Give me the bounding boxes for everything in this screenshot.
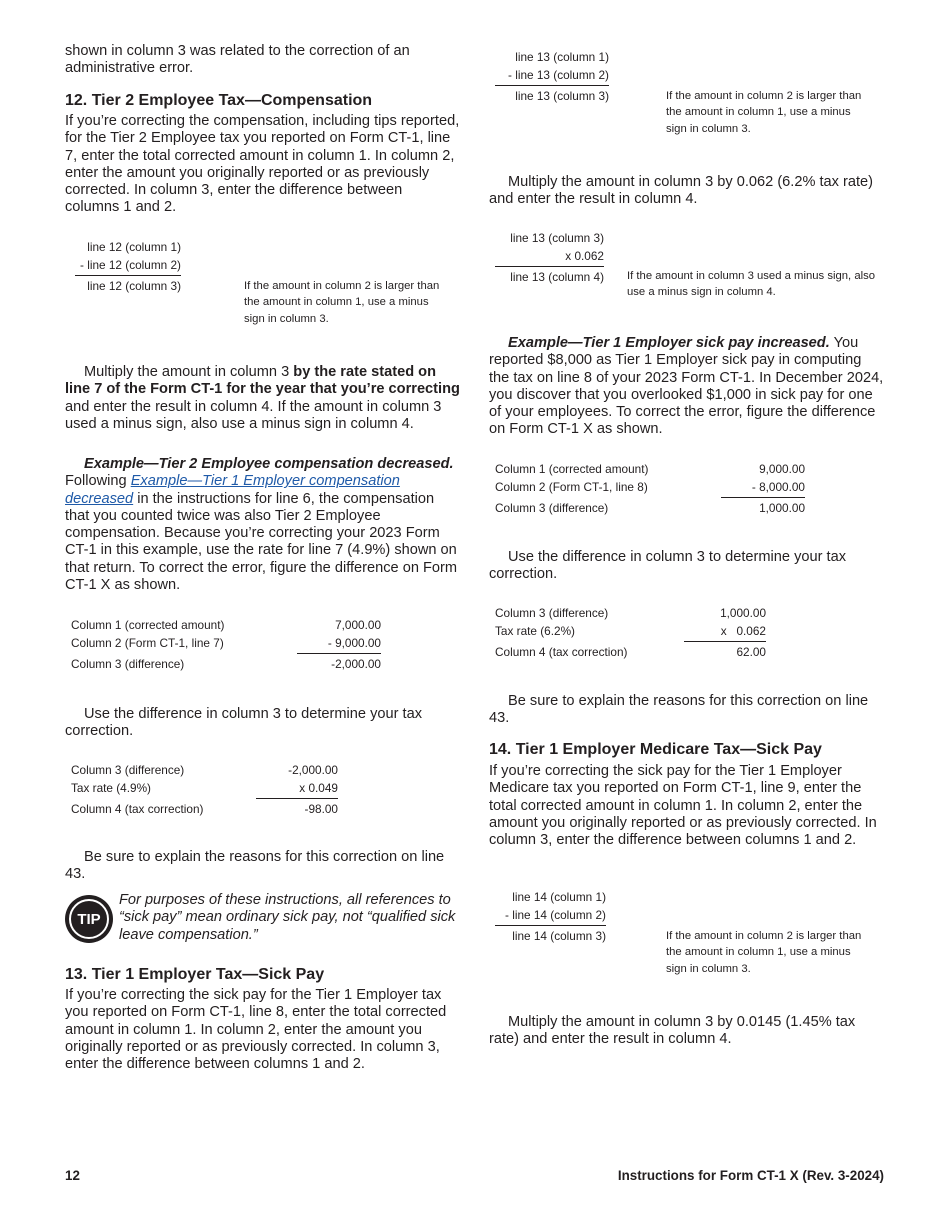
table-row: [495, 478, 805, 498]
example-12-following: Following: [65, 473, 131, 490]
calc-13-block: [495, 48, 609, 105]
section-12-multiply: [65, 364, 460, 433]
calc-14-row2: - line 14 (column 2): [495, 906, 606, 926]
multiply-14-text: Multiply the amount in column 3 by 0.0145 (1.45% tax rate) and enter the result in column 4.: [489, 1014, 856, 1048]
calc-12-row3: line 12 (column 3): [87, 279, 181, 293]
table-value: 7,000.00: [335, 618, 381, 632]
tip-icon: [65, 895, 113, 943]
calc-14-note: If the amount in column 2 is larger than the amount in column 1, use a minus sign in column 3.: [666, 930, 862, 975]
intro-text: shown in column 3 was related to the correction of an administrative error.: [65, 43, 410, 77]
explain-text: Be sure to explain the reasons for this correction on line 43.: [65, 849, 445, 883]
table-value: x 0.049: [256, 779, 338, 799]
calc-13-row1: line 13 (column 1): [515, 50, 609, 64]
example-tier1-link[interactable]: Example—Tier 1 Employer compensation decreased: [65, 473, 400, 507]
table-value: -98.00: [304, 802, 338, 816]
example-12-para: [65, 456, 460, 594]
calc-12-row2: - line 12 (column 2): [75, 256, 181, 276]
table-row: [71, 616, 381, 634]
footer-title: Instructions for Form CT-1 X (Rev. 3-2024): [617, 1168, 884, 1183]
table-value: 1,000.00: [720, 606, 766, 620]
table-row: [71, 800, 338, 818]
section-13-para: If you’re correcting the sick pay for the Tier 1 Employer tax you reported on Form CT-1, line 8, enter the total corrected amount in column 1. In column 2, enter the amount you originally reported or as previously corrected. In column 3, enter the difference between columns 1 and 2.: [65, 987, 447, 1073]
calc-13b-block: [495, 229, 604, 286]
table-row: [495, 622, 766, 642]
table-label: Tax rate (6.2%): [495, 624, 575, 638]
section-12-heading: 12. Tier 2 Employee Tax—Compensation: [65, 92, 373, 109]
table-label: Column 4 (tax correction): [71, 802, 204, 816]
table-13-tax-correction: [495, 604, 766, 661]
table-label: Column 3 (difference): [71, 657, 185, 671]
table-12-difference: [71, 616, 381, 673]
multiply-text-c: and enter the result in column 4. If the amount in column 3 used a minus sign, also use a minus sign in column 4.: [65, 398, 442, 432]
table-row: [495, 643, 766, 661]
table-value: 9,000.00: [759, 462, 805, 476]
example-12-title: Example—Tier 2 Employee compensation decreased.: [84, 456, 454, 472]
table-row: [495, 460, 805, 478]
table-label: Column 2 (Form CT-1, line 7): [71, 636, 224, 650]
table-row: [71, 634, 381, 654]
example-13-title: Example—Tier 1 Employer sick pay increased.: [508, 335, 830, 351]
example-13-para: [489, 335, 885, 439]
page-number: 12: [65, 1168, 80, 1183]
table-row: [71, 779, 338, 799]
tip-badge-label: TIP: [69, 899, 109, 939]
calc-13b-row3: line 13 (column 4): [510, 270, 604, 284]
calc-12-row1: line 12 (column 1): [87, 240, 181, 254]
use-difference-13-text: Use the difference in column 3 to determine your tax correction.: [489, 549, 847, 583]
table-row: [71, 761, 338, 779]
calc-13b-row1: line 13 (column 3): [510, 231, 604, 245]
multiply-13-text: Multiply the amount in column 3 by 0.062 (6.2% tax rate) and enter the result in column 4.: [489, 174, 874, 208]
table-value: - 8,000.00: [721, 478, 805, 498]
calc-13-note: If the amount in column 2 is larger than the amount in column 1, use a minus sign in column 3.: [666, 90, 862, 135]
table-row: [495, 604, 766, 622]
table-label: Column 3 (difference): [495, 606, 609, 620]
table-label: Tax rate (4.9%): [71, 781, 151, 795]
table-value: -2,000.00: [288, 763, 338, 777]
calc-13b-note: If the amount in column 3 used a minus sign, also use a minus sign in column 4.: [627, 270, 876, 299]
table-row: [495, 499, 805, 517]
calc-13b-row2: x 0.062: [495, 247, 604, 267]
table-12-tax-correction: [71, 761, 338, 818]
section-12-para: If you’re correcting the compensation, including tips reported, for the Tier 2 Employee tax you reported on Form CT-1, line 7, enter the total corrected amount in column 1. In column 2, enter the amount you originally reported or as previously corrected. In column 3, enter the difference between columns 1 and 2.: [65, 113, 460, 216]
tip-text: For purposes of these instructions, all references to “sick pay” mean ordinary sick pay, not “qualified sick leave compensation.”: [119, 892, 456, 943]
table-label: Column 1 (corrected amount): [71, 618, 225, 632]
table-label: Column 3 (difference): [495, 501, 609, 515]
calc-13-row2: - line 13 (column 2): [495, 66, 609, 86]
table-label: Column 1 (corrected amount): [495, 462, 649, 476]
calc-14-row1: line 14 (column 1): [512, 890, 606, 904]
table-value: -2,000.00: [331, 657, 381, 671]
calc-13-row3: line 13 (column 3): [515, 89, 609, 103]
section-13-heading: 13. Tier 1 Employer Tax—Sick Pay: [65, 966, 325, 983]
calc-12-block: [75, 238, 181, 295]
explain-13-text: Be sure to explain the reasons for this correction on line 43.: [489, 693, 869, 727]
table-13-difference: [495, 460, 805, 517]
table-label: Column 4 (tax correction): [495, 645, 628, 659]
section-14-heading: 14. Tier 1 Employer Medicare Tax—Sick Pay: [489, 741, 822, 758]
calc-14-block: [495, 888, 606, 945]
example-12-rest: in the instructions for line 6, the compensation that you counted twice was also Tier 2 Employee compensation. Because you’re correcting your 2023 Form CT-1 in this example, use the rate for line 7 (4.9%) shown on that return. To correct the error, figure the difference on Form CT-1 X as shown.: [65, 490, 458, 594]
table-value: 1,000.00: [759, 501, 805, 515]
table-value: 62.00: [736, 645, 766, 659]
calc-12-note: If the amount in column 2 is larger than the amount in column 1, use a minus sign in column 3.: [244, 280, 440, 325]
multiply-text-bold: by the rate stated on line 7 of the Form CT-1 for the year that you’re correcting: [65, 364, 460, 398]
table-value: x 0.062: [684, 622, 766, 642]
example-13-text: You reported $8,000 as Tier 1 Employer sick pay in computing the tax on line 8 of your 2023 Form CT-1. In December 2024, you discover that you overlooked $1,000 in sick pay for one of your employees. To correct the error, figure the difference on Form CT-1 X as shown.: [489, 335, 884, 438]
table-value: - 9,000.00: [297, 634, 381, 654]
section-14-para: If you’re correcting the sick pay for the Tier 1 Employer Medicare tax you reported on Form CT-1, line 9, enter the total corrected amount in column 1. In column 2, enter the amount you originally reported or as previously corrected. In column 3, enter the difference between columns 1 and 2.: [489, 763, 877, 849]
use-difference-text: Use the difference in column 3 to determine your tax correction.: [65, 706, 423, 740]
table-label: Column 3 (difference): [71, 763, 185, 777]
table-row: [71, 655, 381, 673]
calc-14-row3: line 14 (column 3): [512, 929, 606, 943]
table-label: Column 2 (Form CT-1, line 8): [495, 480, 648, 494]
multiply-text-a: Multiply the amount in column 3: [84, 364, 294, 380]
